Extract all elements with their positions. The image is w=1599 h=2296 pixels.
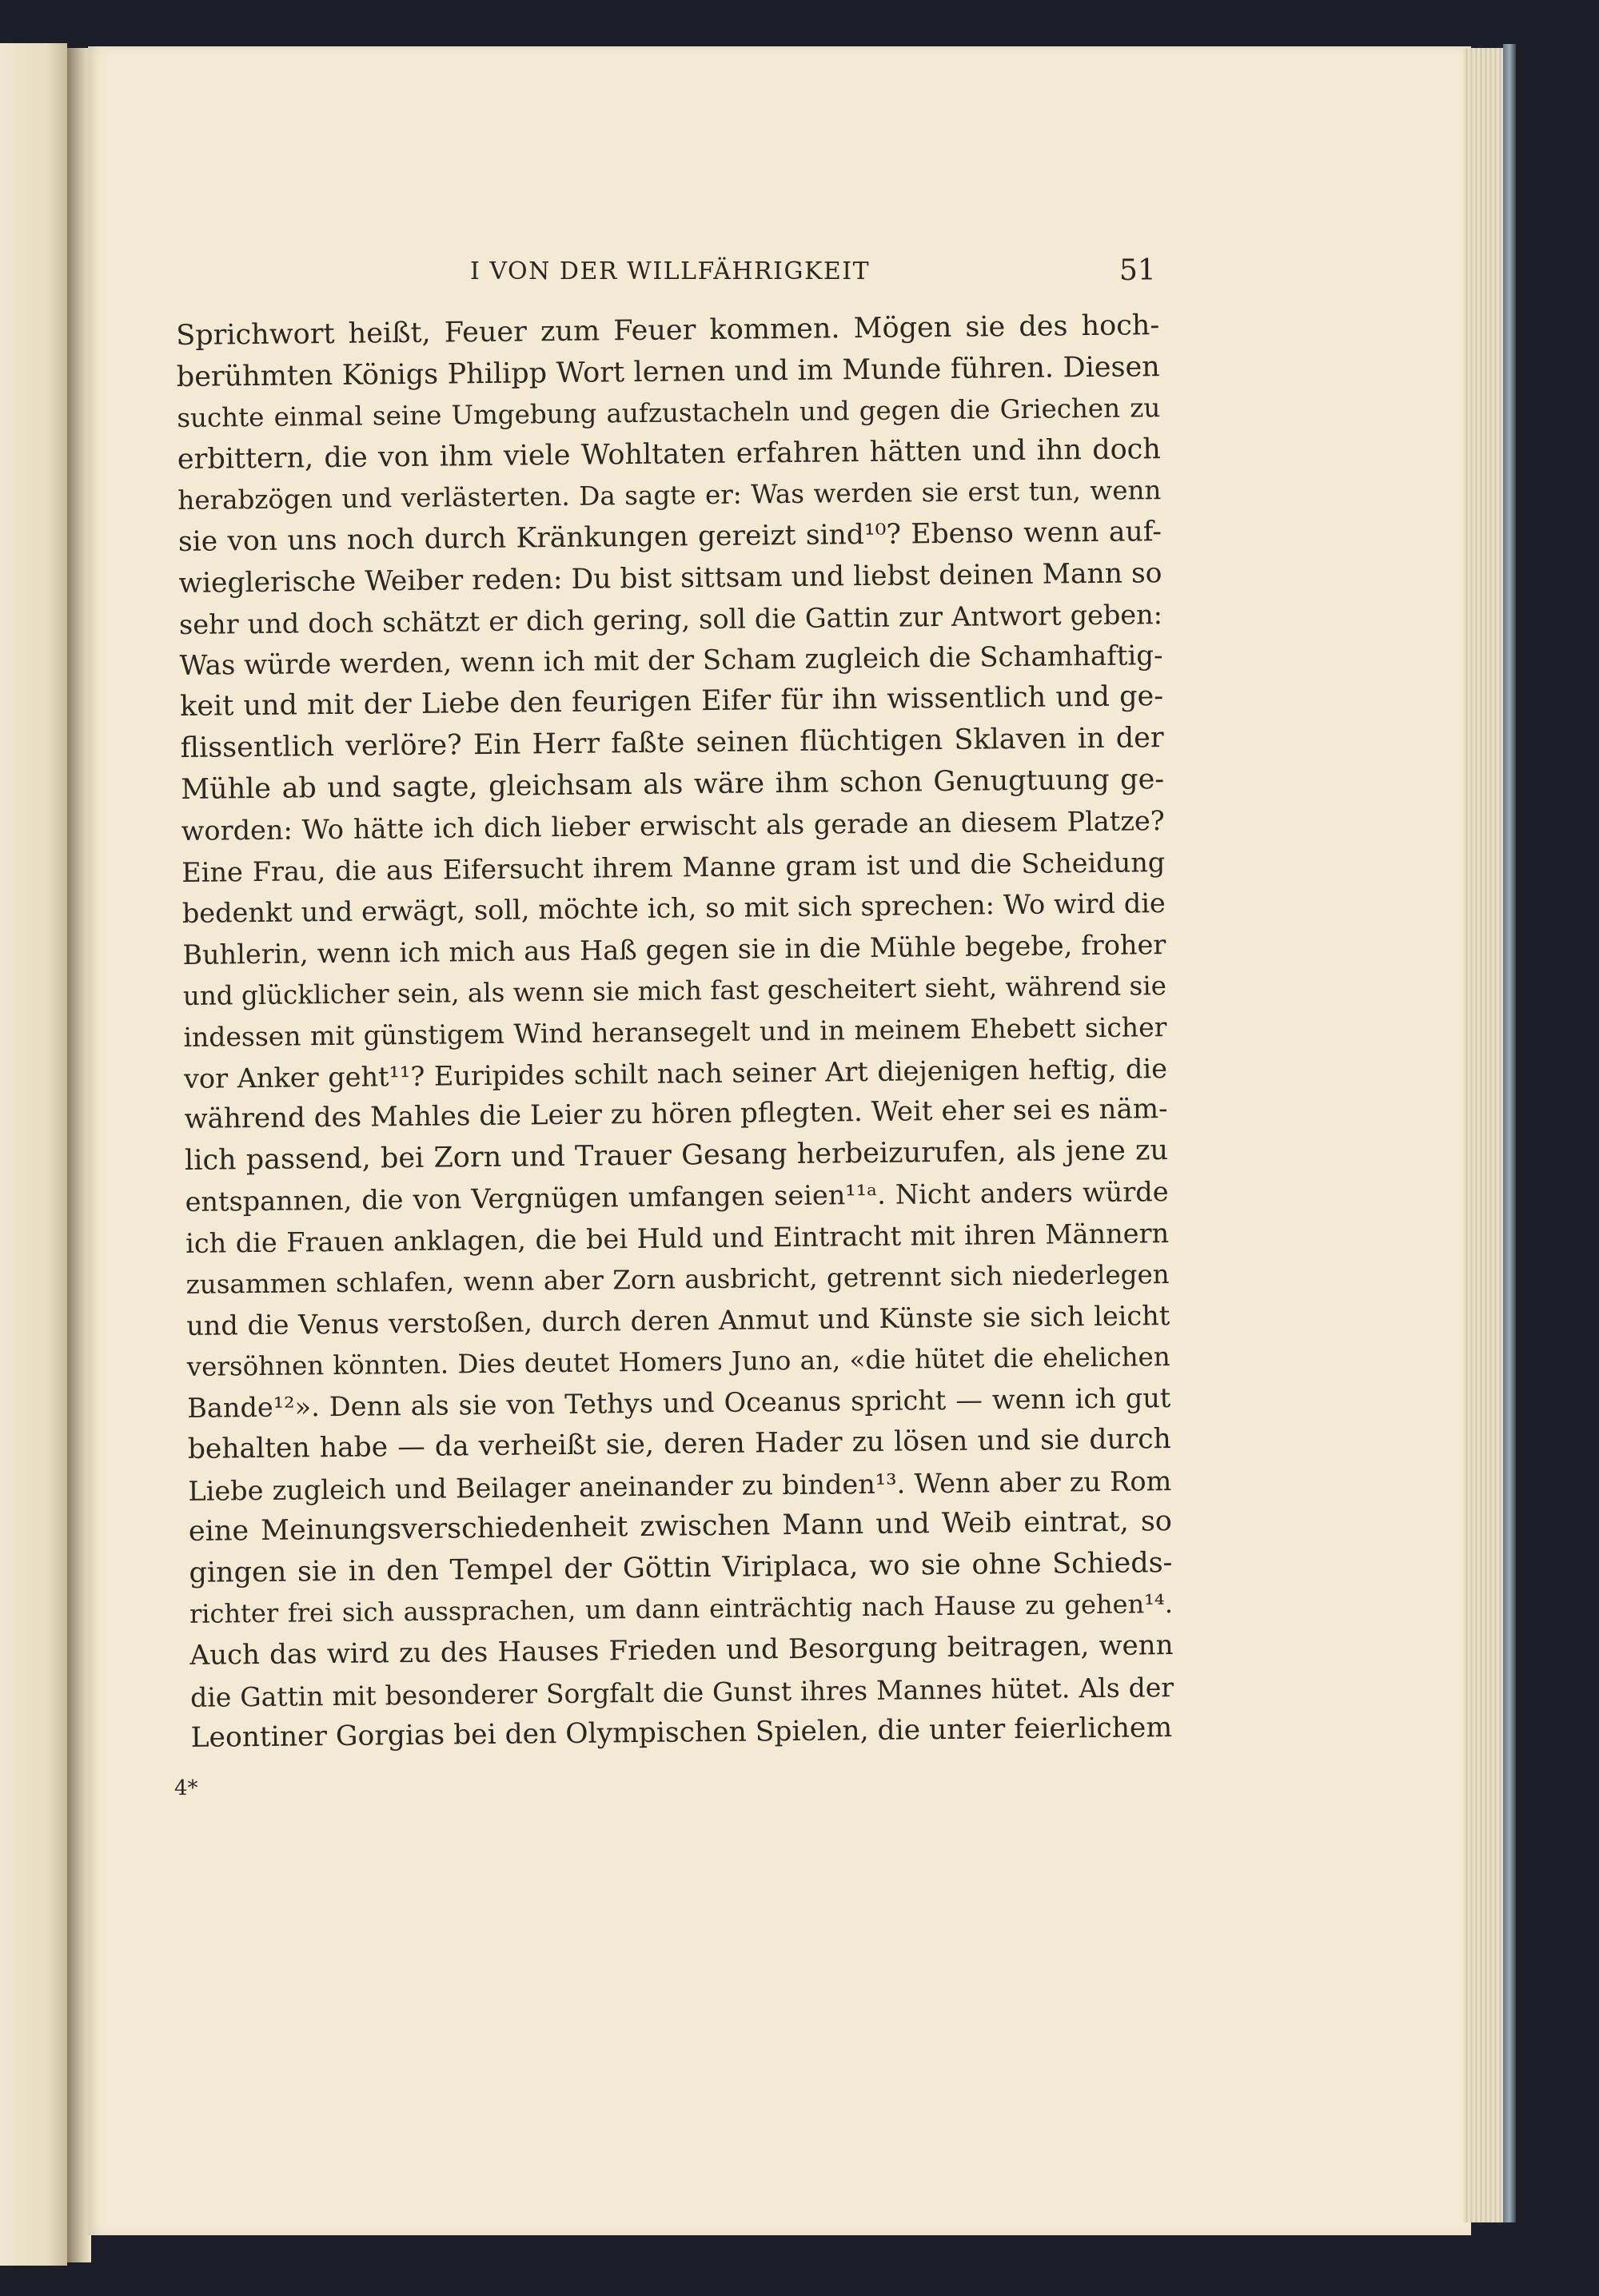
text-line: und glücklicher sein, als wenn sie mich fast gescheitert sieht, während sie [182, 970, 1167, 1011]
text-line: sie von uns noch durch Kränkungen gereizt sind¹⁰? Ebenso wenn auf- [177, 516, 1162, 558]
page-header [176, 254, 1167, 294]
text-line: Liebe zugleich und Beilager aneinander zu binden¹³. Wenn aber zu Rom [188, 1465, 1172, 1507]
text-line: ich die Frauen anklagen, die bei Huld und Eintracht mit ihren Männern [185, 1218, 1170, 1259]
text-line: keit und mit der Liebe den feurigen Eifer für ihn wissentlich und ge- [179, 680, 1164, 723]
text-line: und die Venus verstoßen, durch deren Anmut und Künste sie sich leicht [186, 1300, 1170, 1342]
text-line: richter frei sich aussprachen, um dann einträchtig nach Hause zu gehen¹⁴. [189, 1588, 1174, 1630]
text-line: entspannen, die von Vergnügen umfangen seien¹¹ᵃ. Nicht anders würde [185, 1176, 1169, 1218]
text-line: bedenkt und erwägt, soll, möchte ich, so mit sich sprechen: Wo wird die [181, 887, 1166, 930]
page-number: 51 [1119, 254, 1156, 287]
text-line: Mühle ab und sagte, gleichsam als wäre ihm schon Genugtuung ge- [180, 763, 1165, 806]
text-line: während des Mahles die Leier zu hören pflegten. Weit eher sei es näm- [184, 1093, 1168, 1136]
running-head: I VON DER WILLFÄHRIGKEIT [470, 257, 871, 285]
text-line: versöhnen könnten. Dies deutet Homers Juno an, «die hütet die ehelichen [186, 1341, 1170, 1382]
signature-mark: 4* [174, 1776, 198, 1800]
text-line: flissentlich verlöre? Ein Herr faßte seinen flüchtigen Sklaven in der [180, 722, 1164, 764]
text-line: lich passend, bei Zorn und Trauer Gesang herbeizurufen, als jene zu [184, 1134, 1169, 1177]
text-line: behalten habe — da verheißt sie, deren Hader zu lösen und sie durch [187, 1423, 1171, 1465]
text-line: Eine Frau, die aus Eifersucht ihrem Manne gram ist und die Scheidung [181, 846, 1166, 888]
text-line: suchte einmal seine Umgebung aufzustacheln und gegen die Griechen zu [177, 393, 1161, 434]
body-text [176, 305, 1174, 1760]
text-line: zusammen schlafen, wenn aber Zorn ausbricht, getrennt sich niederlegen [185, 1258, 1170, 1300]
text-line: indessen mit günstigem Wind heransegelt und in meinem Ehebett sicher [183, 1011, 1167, 1054]
text-line: herabzögen und verlästerten. Da sagte er: Was werden sie erst tun, wenn [177, 475, 1162, 516]
text-line: eine Meinungsverschiedenheit zwischen Mann und Weib eintrat, so [188, 1505, 1173, 1549]
text-line: Was würde werden, wenn ich mit der Scham zugleich die Schamhaftig- [179, 639, 1163, 682]
text-line: sehr und doch schätzt er dich gering, soll die Gattin zur Antwort geben: [178, 599, 1163, 641]
text-line: erbittern, die von ihm viele Wohltaten erfahren hätten und ihn doch [177, 432, 1162, 476]
text-line: Auch das wird zu des Hauses Frieden und Besorgung beitragen, wenn [189, 1629, 1174, 1672]
text-line: Buhlerin, wenn ich mich aus Haß gegen sie in die Mühle begebe, froher [182, 928, 1166, 971]
cover-edge [1503, 44, 1516, 2222]
text-line: wieglerische Weiber reden: Du bist sittsam und liebst deinen Mann so [178, 556, 1162, 600]
text-line: Bande¹²». Denn als sie von Tethys und Oceanus spricht — wenn ich gut [187, 1382, 1171, 1425]
text-line: gingen sie in den Tempel der Göttin Viriplaca, wo sie ohne Schieds- [189, 1546, 1173, 1589]
text-line: vor Anker geht¹¹? Euripides schilt nach seiner Art diejenigen heftig, die [183, 1052, 1168, 1094]
text-line: die Gattin mit besonderer Sorgfalt die Gunst ihres Mannes hütet. Als der [189, 1671, 1174, 1713]
text-line: Leontiner Gorgias bei den Olympischen Spielen, die unter feierlichem [190, 1712, 1173, 1755]
text-line: Sprichwort heißt, Feuer zum Feuer kommen. Mögen sie des hoch- [176, 309, 1160, 352]
text-line: worden: Wo hätte ich dich lieber erwischt als gerade an diesem Platze? [181, 805, 1165, 847]
text-line: berühmten Königs Philipp Wort lernen und im Munde führen. Diesen [176, 350, 1160, 393]
left-page-edge [0, 43, 67, 2266]
